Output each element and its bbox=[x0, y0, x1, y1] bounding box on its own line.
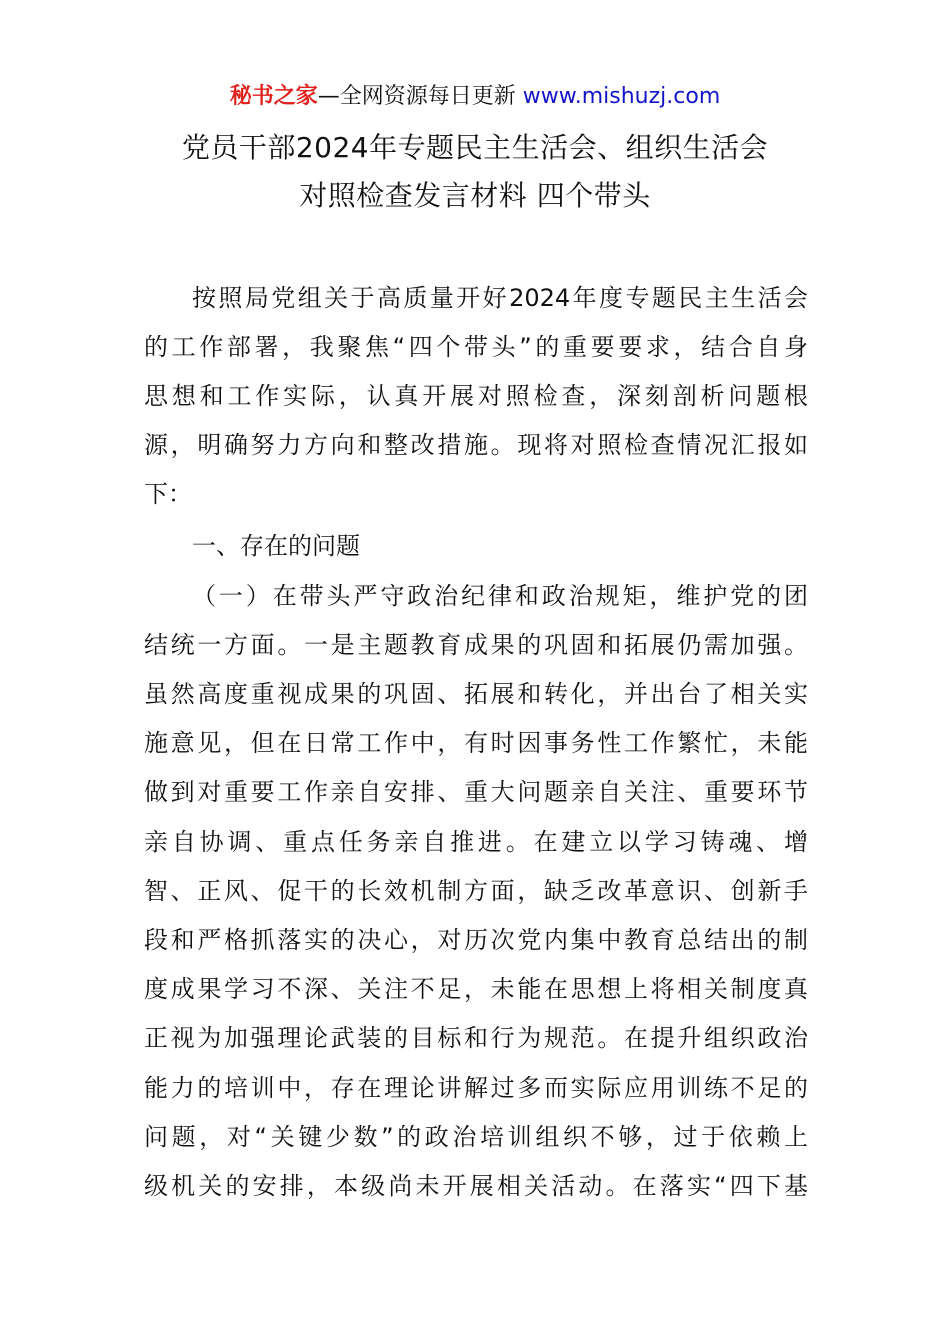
body-line: 亲自协调、重点任务亲自推进。在建立以学习铸魂、增 bbox=[144, 828, 808, 856]
body-line: 按照局党组关于高质量开好2024年度专题民主生活会 bbox=[192, 284, 808, 312]
brand-name: 秘书之家 bbox=[229, 84, 318, 109]
document-title-line-2: 对照检查发言材料 四个带头 bbox=[299, 179, 651, 212]
body-line: 虽然高度重视成果的巩固、拓展和转化，并出台了相关实 bbox=[144, 680, 808, 708]
body-line: 结统一方面。一是主题教育成果的巩固和拓展仍需加强。 bbox=[144, 631, 808, 659]
section-heading: 一、存在的问题 bbox=[192, 532, 360, 560]
body-line: 做到对重要工作亲自安排、重大问题亲自关注、重要环节 bbox=[144, 778, 808, 806]
body-line: 施意见，但在日常工作中，有时因事务性工作繁忙，未能 bbox=[144, 729, 808, 757]
body-line: 级机关的安排，本级尚未开展相关活动。在落实“四下基 bbox=[144, 1172, 808, 1200]
site-url[interactable]: www.mishuzj.com bbox=[522, 84, 721, 109]
body-line: 思想和工作实际，认真开展对照检查，深刻剖析问题根 bbox=[144, 382, 808, 410]
body-line: 的工作部署，我聚焦“四个带头”的重要要求，结合自身 bbox=[144, 333, 808, 361]
body-line: 问题，对“关键少数”的政治培训组织不够，过于依赖上 bbox=[144, 1123, 808, 1151]
body-line: 能力的培训中，存在理论讲解过多而实际应用训练不足的 bbox=[144, 1074, 808, 1102]
body-line: 段和严格抓落实的决心，对历次党内集中教育总结出的制 bbox=[144, 926, 808, 954]
body-line: 度成果学习不深、关注不足，未能在思想上将相关制度真 bbox=[144, 975, 808, 1003]
document-title-line-1: 党员干部2024年专题民主生活会、组织生活会 bbox=[181, 131, 769, 164]
body-line: 正视为加强理论武装的目标和行为规范。在提升组织政治 bbox=[144, 1024, 808, 1052]
header-slogan: —全网资源每日更新 bbox=[317, 84, 523, 109]
body-line: （一）在带头严守政治纪律和政治规矩，维护党的团 bbox=[192, 582, 808, 610]
body-line: 源，明确努力方向和整改措施。现将对照检查情况汇报如 bbox=[144, 431, 808, 459]
body-line: 下： bbox=[144, 480, 192, 508]
site-header bbox=[0, 80, 950, 114]
body-line: 智、正风、促干的长效机制方面，缺乏改革意识、创新手 bbox=[144, 877, 808, 905]
